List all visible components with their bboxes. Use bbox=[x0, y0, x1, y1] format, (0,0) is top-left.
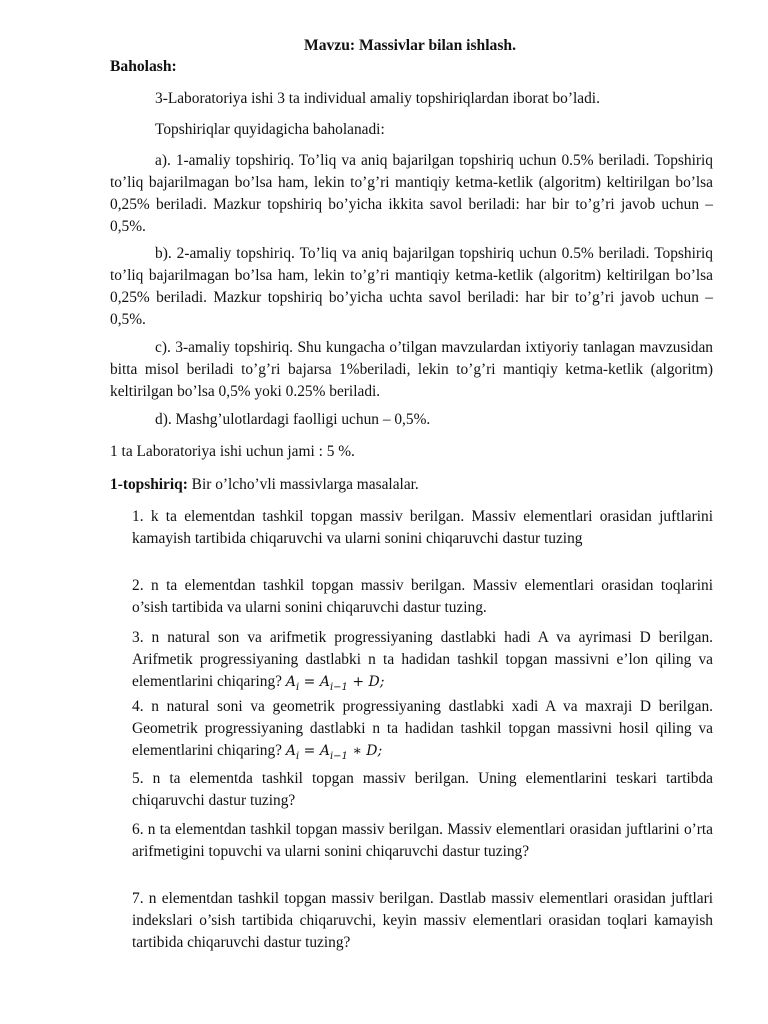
task-item-2: 2. n ta elementdan tashkil topgan massiv berilgan. Massiv elementlari orasidan toqlarini o’sish tartibida va ularni sonini chiqaruvchi dastur tuzing. bbox=[132, 577, 713, 616]
formula-geometric: $A_i = A_{i-1}$ ∗ D; bbox=[285, 743, 383, 762]
baholash-heading: Baholash: bbox=[110, 58, 177, 75]
task-section-label: 1-topshiriq: bbox=[110, 476, 188, 493]
total-line: 1 ta Laboratoriya ishi uchun jami : 5 %. bbox=[110, 443, 355, 460]
task-item-6: 6. n ta elementdan tashkil topgan massiv berilgan. Massiv elementlari orasidan juftlarini o’rta arifmetigini topuvchi va ularni sonini chiqaruvchi dastur tuzing? bbox=[132, 821, 713, 860]
task-item-4 bbox=[132, 696, 713, 768]
task-item-1: 1. k ta elementdan tashkil topgan massiv berilgan. Massiv elementlari orasidan juftlarini kamayish tartibida chiqaruvchi va ularni sonini chiqaruvchi dastur tuzing bbox=[132, 508, 713, 547]
criterion-d: d). Mashg’ulotlardagi faolligi uchun – 0,5%. bbox=[155, 411, 431, 428]
page-title: Mavzu: Massivlar bilan ishlash. bbox=[304, 37, 516, 54]
formula-arithmetic: $A_i = A_{i-1} + D$; bbox=[285, 674, 385, 693]
criterion-c bbox=[110, 337, 713, 403]
criterion-c-text: c). 3-amaliy topshiriq. Shu kungacha o’tilgan mavzulardan ixtiyoriy tanlagan mavzusidan bitta misol beriladi to’g’ri bajarsa 1%beriladi, lekin to’g’ri mantiqiy ketma-ketlik (algoritm) keltirilgan bo’lsa 0,5% yoki 0.25% beriladi. bbox=[110, 339, 713, 400]
intro-paragraph-1: 3-Laboratoriya ishi 3 ta individual amaliy topshiriqlardan iborat bo’ladi. bbox=[155, 90, 600, 107]
task-item-5: 5. n ta elementda tashkil topgan massiv berilgan. Uning elementlarini teskari tartibda chiqaruvchi dastur tuzing? bbox=[132, 770, 713, 809]
task-item-4-text: 4. n natural soni va geometrik progressiyaning dastlabki xadi A va maxraji D berilgan. Geometrik progressiyaning dastlabki n ta hadidan tashkil topgan massivni hosil qiling va elementlarini chiqaring? bbox=[132, 698, 713, 759]
task-item-7: 7. n elementdan tashkil topgan massiv berilgan. Dastlab massiv elementlari orasidan juftlari indekslari o’sish tartibida chiqaruvchi, keyin massiv elementlari orasidan toqlari kamayish tartibida chiqaruvchi dastur tuzing? bbox=[132, 890, 713, 951]
criterion-b-text: b). 2-amaliy topshiriq. To’liq va aniq bajarilgan topshiriq uchun 0.5% beriladi. Topshiriq to’liq bajarilmagan bo’lsa ham, lekin to’g’ri mantiqiy ketma-ketlik (algoritm) keltirilgan bo’lsa 0,25% beriladi. Mazkur topshiriq bo’yicha uchta savol beriladi: har bir to’g’ri javob uchun – 0,5%. bbox=[110, 245, 713, 328]
task-section-heading bbox=[110, 474, 713, 496]
criterion-a-text: a). 1-amaliy topshiriq. To’liq va aniq bajarilgan topshiriq uchun 0.5% beriladi. Topshiriq to’liq bajarilmagan bo’lsa ham, lekin to’g’ri mantiqiy ketma-ketlik (algoritm) keltirilgan bo’lsa 0,25% beriladi. Mazkur topshiriq bo’yicha ikkita savol beriladi: har bir to’g’ri javob uchun – 0,5%. bbox=[110, 152, 713, 235]
task-item-3 bbox=[132, 627, 713, 699]
criterion-b bbox=[110, 243, 713, 331]
intro-paragraph-2: Topshiriqlar quyidagicha baholanadi: bbox=[155, 121, 385, 138]
criterion-a bbox=[110, 150, 713, 238]
task-section-text: Bir o’lcho’vli massivlarga masalalar. bbox=[187, 476, 419, 493]
task-item-3-text: 3. n natural son va arifmetik progressiyaning dastlabki hadi A va ayrimasi D berilgan. Arifmetik progressiyaning dastlabki n ta hadidan tashkil topgan massivni e’lon qiling va elementlarini chiqaring? bbox=[132, 629, 713, 690]
